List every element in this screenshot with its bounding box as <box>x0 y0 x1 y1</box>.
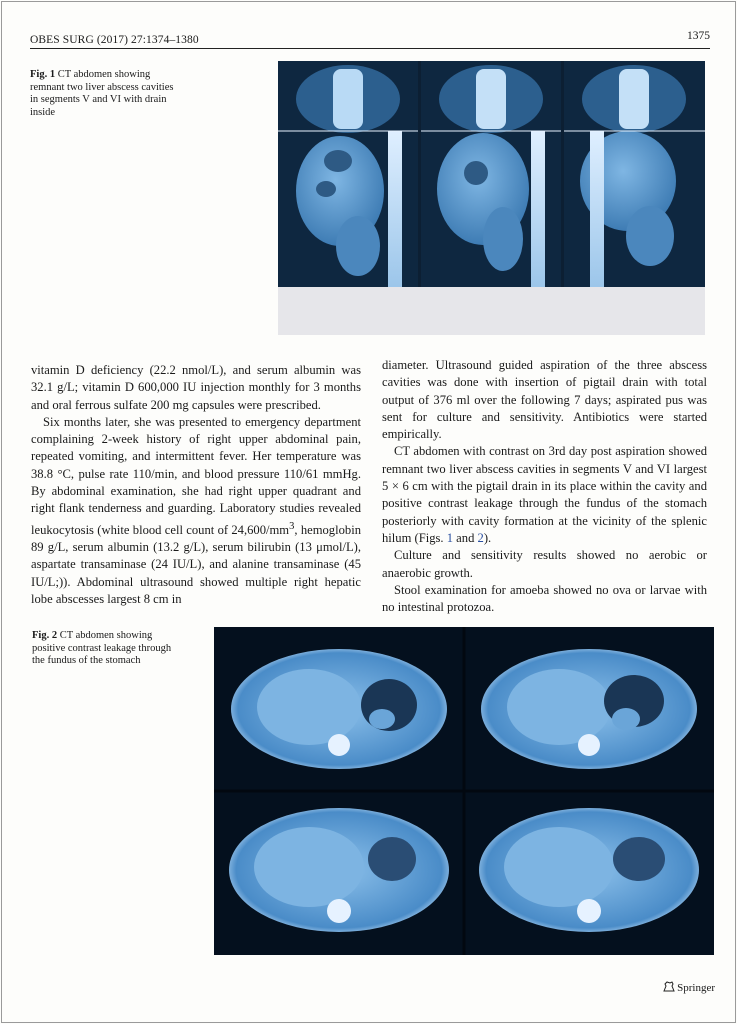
running-head <box>30 30 710 48</box>
figure-2-image <box>214 627 714 955</box>
body-text-left-column <box>31 362 361 608</box>
ct-panel-1 <box>278 61 418 287</box>
publisher-name: Springer <box>677 982 715 994</box>
ct-axial-panel-1 <box>231 649 447 769</box>
page-number: 1375 <box>687 30 710 42</box>
figure-1-caption-text: CT abdomen showing remnant two liver abscess cavities in segments V and VI with drain inside <box>30 69 174 118</box>
ct-axial-panels <box>214 627 714 955</box>
ct-axial-panel-3 <box>229 808 449 932</box>
figure-2-caption <box>32 630 177 668</box>
ct-coronal-panels <box>278 61 705 335</box>
figure-2-caption-text: CT abdomen showing positive contrast leakage through the fundus of the stomach <box>32 630 172 666</box>
ct-panel-3 <box>564 61 705 287</box>
paragraph: Six months later, she was presented to emergency department complaining 2-week history of right upper abdominal pain, repeated vomiting, and intermittent fever. Her temperature was 38.8 °C, pulse rate 110/min, and blood pressure 110/61 mmHg. By abdominal examination, she had right upper quadrant and right flank tenderness and guarding. Laboratory studies revealed leukocytosis (white blood cell count of $24,600/mm^3$, hemoglobin 89 g/L, serum albumin (13.2 g/L), serum bilirubin (13 μmol/L), aspartate transaminase (24 IU/L), and alanine transaminase (45 IU/L;)). Abdominal ultrasound showed multiple right hepatic lobe abscesses largest 8 cm in <box>31 414 361 607</box>
header-rule <box>30 48 710 49</box>
ct-axial-panel-2 <box>481 649 697 769</box>
publisher-logo <box>663 981 715 994</box>
body-text-right-column <box>382 357 707 616</box>
springer-horse-icon <box>663 981 675 992</box>
paragraph: CT abdomen with contrast on 3rd day post aspiration showed remnant two liver abscess cavities in segments V and VI largest 5 × 6 cm with the pigtail drain in its place within the cavity and positive contrast leakage through the fundus of the stomach posteriorly with cavity formation at the vicinity of the splenic hilum (Figs. 1 and 2). <box>382 444 707 545</box>
paragraph: Culture and sensitivity results showed no aerobic or anaerobic growth. <box>382 548 707 580</box>
paragraph: diameter. Ultrasound guided aspiration of the three abscess cavities was done with insertion of pigtail drain with total output of 376 ml over the following 7 days; aspirated pus was sent for culture and sensitivity. Antibiotics were started empirically. <box>382 358 707 442</box>
paragraph: Stool examination for amoeba showed no ova or larvae with no intestinal protozoa. <box>382 582 707 615</box>
figure-1-reference-link[interactable]: 1 <box>446 530 454 545</box>
figure-1-caption <box>30 69 175 119</box>
paragraph: vitamin D deficiency (22.2 nmol/L), and serum albumin was 32.1 g/L; vitamin D 600,000 IU injection monthly for 3 months and oral ferrous sulfate 200 mg capsules were prescribed. <box>31 363 361 412</box>
figure-2-reference-link[interactable]: 2 <box>477 530 484 545</box>
figure-1-image <box>278 61 705 335</box>
figure-2-label: Fig. 2 <box>32 630 58 641</box>
ct-panel-2 <box>421 61 561 287</box>
ct-axial-panel-4 <box>479 808 699 932</box>
figure-1-label: Fig. 1 <box>30 69 56 80</box>
journal-citation: OBES SURG (2017) 27:1374–1380 <box>30 34 199 46</box>
